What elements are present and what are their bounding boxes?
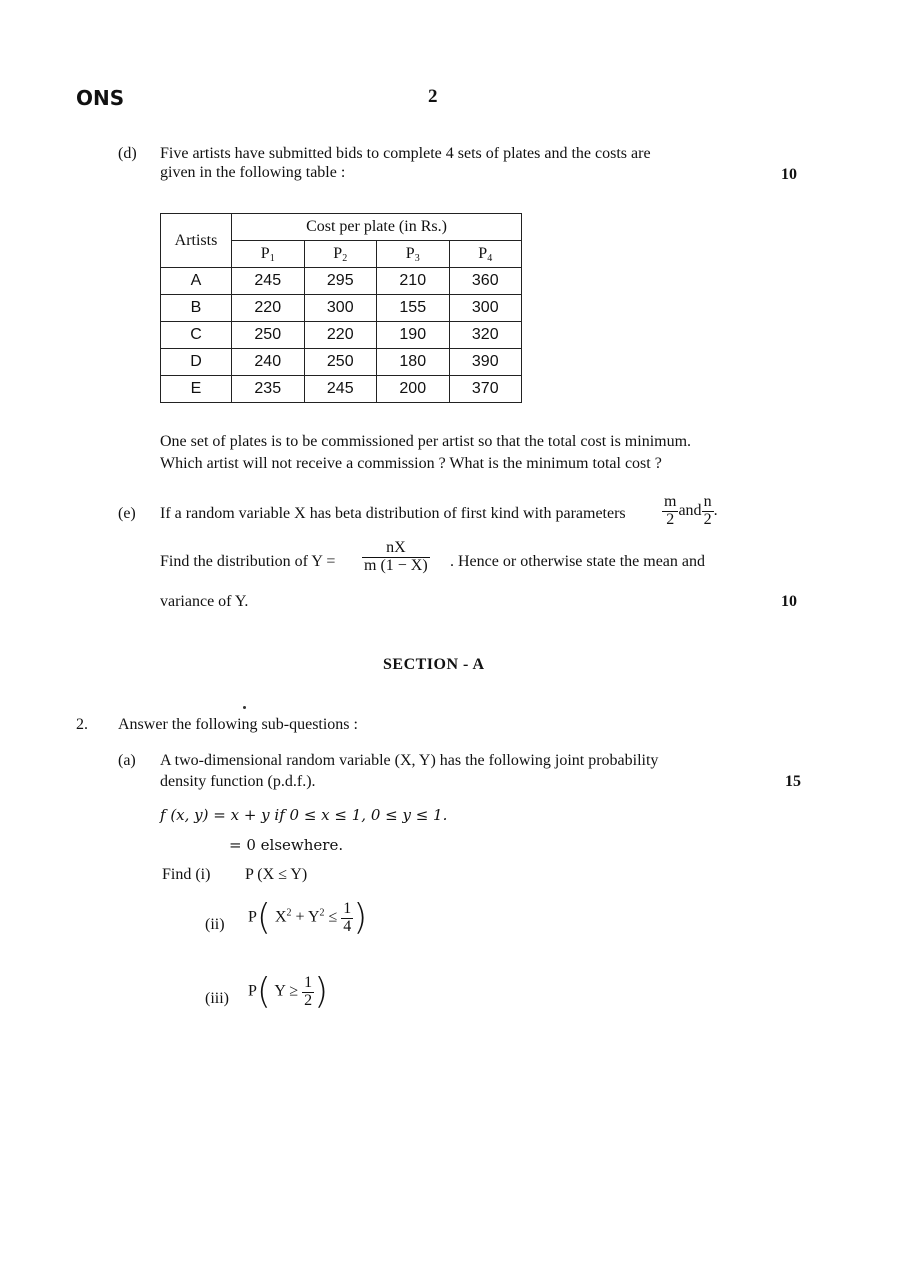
cost-cell: 220	[304, 322, 377, 349]
question-2a-marks: 15	[785, 773, 801, 790]
cost-cell: 320	[449, 322, 522, 349]
part-iii-label: (iii)	[205, 990, 229, 1007]
y-fraction: $\frac{nX}{m (1 - X)}$	[364, 539, 428, 574]
cost-cell: 190	[377, 322, 450, 349]
question-d-follow-line1: One set of plates is to be commissioned per artist so that the total cost is minimum.	[160, 433, 692, 450]
part-ii-label: (ii)	[205, 916, 225, 933]
question-e-find-suffix: . Hence or otherwise state the mean and	[450, 553, 706, 570]
fraction-n-over-2: $\frac{n}{2}$	[703, 493, 712, 528]
cost-cell: 300	[304, 295, 377, 322]
cost-cell: 295	[304, 268, 377, 295]
cost-cell: 210	[377, 268, 450, 295]
table-row	[161, 349, 522, 376]
question-e-line1: If a random variable X has beta distribution of first kind with parameters	[160, 505, 626, 522]
table-row	[161, 268, 522, 295]
question-2-intro: Answer the following sub-questions :	[118, 716, 358, 733]
table-row	[161, 322, 522, 349]
question-e-find-prefix: Find the distribution of Y =	[160, 553, 336, 570]
pdf-line1: f (x, y) = x + y if 0 ≤ x ≤ 1, 0 ≤ y ≤ 1.	[160, 806, 448, 824]
cost-cell: 300	[449, 295, 522, 322]
plate-header-1: $P_1$	[232, 241, 305, 268]
artists-header: Artists	[161, 214, 232, 268]
cost-cell: 235	[232, 376, 305, 403]
cost-cell: 200	[377, 376, 450, 403]
plate-header-3: $P_3$	[377, 241, 450, 268]
part-iii-expression: P( Y ≥ $\frac{1}{2}$ )	[248, 971, 329, 1012]
cost-cell: 245	[304, 376, 377, 403]
question-2a-line2: density function (p.d.f.).	[160, 773, 316, 790]
question-d-text-line2: given in the following table :	[160, 164, 346, 181]
question-d-marks: 10	[781, 166, 797, 183]
table-row	[161, 376, 522, 403]
question-2-number: 2.	[76, 716, 88, 733]
find-label: Find (i)	[162, 866, 211, 883]
cost-cell: 245	[232, 268, 305, 295]
fraction-m-over-2: $\frac{m}{2}$	[664, 493, 677, 528]
artist-cell: D	[161, 349, 232, 376]
artist-cell: C	[161, 322, 232, 349]
and-word: and	[678, 501, 702, 519]
artist-cell: E	[161, 376, 232, 403]
question-d-follow-line2: Which artist will not receive a commission ? What is the minimum total cost ?	[160, 455, 662, 472]
question-d-text-line1: Five artists have submitted bids to complete 4 sets of plates and the costs are	[160, 145, 651, 162]
cost-cell: 250	[232, 322, 305, 349]
cost-table	[160, 213, 522, 403]
question-e-marks: 10	[781, 593, 797, 610]
part-ii-expression: P( $X^2 + Y^2$ ≤ $\frac{1}{4}$ )	[248, 897, 368, 938]
artist-cell: A	[161, 268, 232, 295]
part-i-expression: P (X ≤ Y)	[245, 866, 308, 883]
cost-cell: 155	[377, 295, 450, 322]
header-left: ONS	[76, 86, 125, 110]
cost-cell: 390	[449, 349, 522, 376]
cost-cell: 250	[304, 349, 377, 376]
cost-cell: 370	[449, 376, 522, 403]
table-row	[161, 295, 522, 322]
page-number: 2	[428, 86, 438, 107]
pdf-line2: = 0 elsewhere.	[229, 836, 344, 854]
plate-header-4: $P_4$	[449, 241, 522, 268]
question-2a-line1: A two-dimensional random variable (X, Y) has the following joint probability	[160, 752, 659, 769]
cost-cell: 240	[232, 349, 305, 376]
question-e-parameters: $\frac{m}{2}$ and $\frac{n}{2}$ .	[664, 493, 718, 528]
question-2a-label: (a)	[118, 752, 136, 769]
cost-cell: 180	[377, 349, 450, 376]
section-heading: SECTION - A	[383, 656, 485, 673]
cost-header: Cost per plate (in Rs.)	[232, 214, 522, 241]
question-e-line3: variance of Y.	[160, 593, 249, 610]
stray-dot	[243, 706, 246, 709]
plate-header-2: $P_2$	[304, 241, 377, 268]
question-d-label: (d)	[118, 145, 137, 162]
cost-cell: 360	[449, 268, 522, 295]
artist-cell: B	[161, 295, 232, 322]
question-e-label: (e)	[118, 505, 136, 522]
cost-cell: 220	[232, 295, 305, 322]
